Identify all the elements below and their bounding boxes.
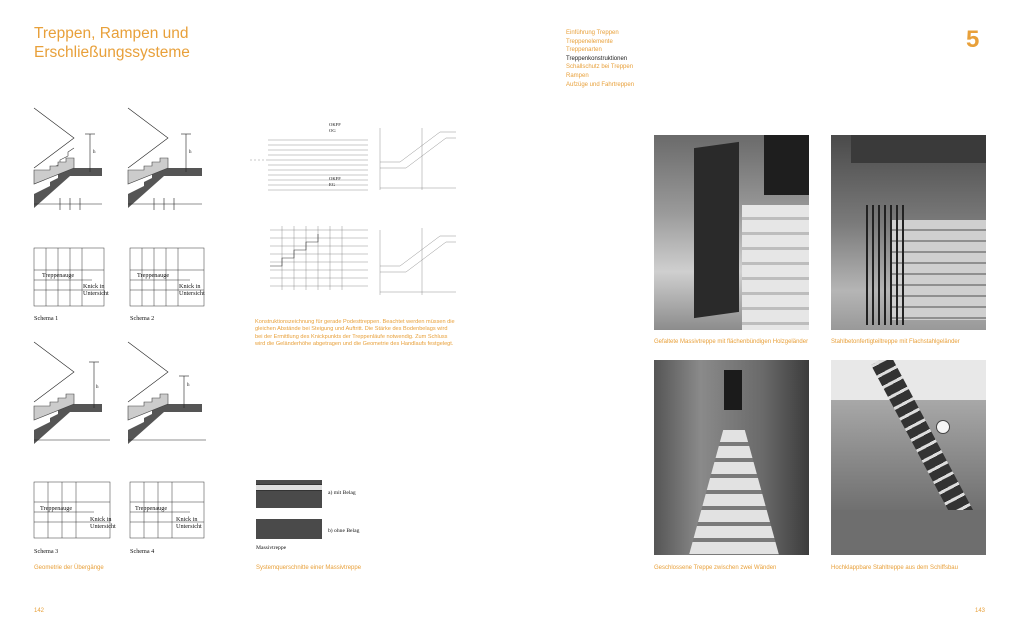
wood-railing xyxy=(694,142,739,318)
h-label-3: h xyxy=(96,385,99,390)
flat-steel-railing xyxy=(866,205,906,325)
knick-label-1 xyxy=(83,283,109,297)
massive-with-finish xyxy=(256,480,322,508)
clock-icon xyxy=(936,420,950,434)
knick-line1-2: Knick in xyxy=(179,283,201,290)
steps xyxy=(742,205,809,330)
photo-folded-stair xyxy=(654,135,809,330)
okff-og-label-1: OKFF xyxy=(329,122,341,127)
schema-3-label: Schema 3 xyxy=(34,548,59,555)
mit-belag-label: a) mit Belag xyxy=(328,490,356,496)
photo-2-caption: Stahlbetonfertigteiltreppe mit Flachstahlgeländer xyxy=(831,339,960,345)
treppenauge-label-4: Treppenauge xyxy=(135,505,168,512)
schema-4-label: Schema 4 xyxy=(130,548,155,555)
top-opening xyxy=(724,370,742,410)
photo-4-caption: Hochklappbare Stahltreppe aus dem Schiffsbau xyxy=(831,565,958,571)
chapter-number: 5 xyxy=(966,26,980,53)
okff-eg-label-2: EG xyxy=(329,182,336,187)
nav-item-einfuehrung[interactable]: Einführung Treppen xyxy=(566,30,619,36)
okff-og-label-2: OG xyxy=(329,128,336,133)
finish-layer xyxy=(256,484,322,491)
page-number-right: 143 xyxy=(975,608,986,614)
massivtreppe-label: Massivtreppe xyxy=(256,545,287,551)
okff-eg-label-1: OKFF xyxy=(329,176,341,181)
nav-item-treppenarten[interactable]: Treppenarten xyxy=(566,47,602,54)
stair-section-schema-1-2 xyxy=(30,104,220,214)
massive-without-finish xyxy=(256,519,322,539)
knick-line2-4: Untersicht xyxy=(176,523,202,530)
nav-item-schallschutz[interactable]: Schallschutz bei Treppen xyxy=(566,64,634,71)
construction-drawings xyxy=(250,120,460,305)
knick-label-3 xyxy=(90,516,116,530)
dark-opening xyxy=(764,135,809,195)
schemas-caption: Geometrie der Übergänge xyxy=(34,565,104,571)
knick-line1-4: Knick in xyxy=(176,516,198,523)
h-label-1: h xyxy=(93,150,96,155)
stair-section-2 xyxy=(128,108,202,210)
photo-precast-stair xyxy=(831,135,986,330)
knick-line2-2: Untersicht xyxy=(179,290,205,297)
treppenauge-label-1: Treppenauge xyxy=(42,272,75,279)
knick-line1-1: Knick in xyxy=(83,283,105,290)
page-title xyxy=(34,24,294,62)
page-number-left: 142 xyxy=(34,608,45,614)
knick-line2-1: Untersicht xyxy=(83,290,109,297)
knick-line1-3: Knick in xyxy=(90,516,112,523)
photo-folding-steel-stair xyxy=(831,360,986,555)
stair-section-1 xyxy=(34,108,102,210)
chapter-nav xyxy=(566,29,634,89)
nav-item-rampen[interactable]: Rampen xyxy=(566,72,589,79)
stair-section-schema-3-4 xyxy=(30,338,220,450)
schema-1-label: Schema 1 xyxy=(34,315,59,322)
ohne-belag-label: b) ohne Belag xyxy=(328,528,360,534)
ceiling xyxy=(851,135,986,163)
h-label-4: h xyxy=(187,383,190,388)
knick-label-4 xyxy=(176,516,202,530)
photo-closed-stair xyxy=(654,360,809,555)
knick-label-2 xyxy=(179,283,205,297)
steps xyxy=(689,430,779,555)
title-line-1: Treppen, Rampen und xyxy=(34,25,189,42)
schema-2-label: Schema 2 xyxy=(130,315,155,322)
knick-line2-3: Untersicht xyxy=(90,523,116,530)
treppenauge-label-3: Treppenauge xyxy=(40,505,73,512)
nav-item-treppenkonstruktionen[interactable]: Treppenkonstruktionen xyxy=(566,55,628,62)
massive-caption: Systemquerschnitte einer Massivtreppe xyxy=(256,565,362,571)
h-label-2: h xyxy=(189,150,192,155)
nav-item-aufzuege[interactable]: Aufzüge und Fahrtreppen xyxy=(566,81,635,88)
construction-caption: Konstruktionszeichnung für gerade Podesttreppen. Beachtet werden müssen die gleichen Abstände bei Steigung und Auftritt. Die Stärke des Bodenbelags wird bei der Ermittlung des Knickpunkts der Treppenläufe notwendig. Zum Schluss wird die Geländerhöhe abgetragen und die Geometrie des Handlaufs festgelegt. xyxy=(255,319,455,347)
photo-1-caption: Gefaltete Massivtreppe mit flächenbündigen Holzgeländer xyxy=(654,339,809,345)
nav-item-treppenelemente[interactable]: Treppenelemente xyxy=(566,38,613,45)
treppenauge-label-2: Treppenauge xyxy=(137,272,170,279)
floor xyxy=(831,510,986,555)
photo-3-caption: Geschlossene Treppe zwischen zwei Wänden xyxy=(654,565,777,571)
title-line-2: Erschließungssysteme xyxy=(34,44,190,61)
